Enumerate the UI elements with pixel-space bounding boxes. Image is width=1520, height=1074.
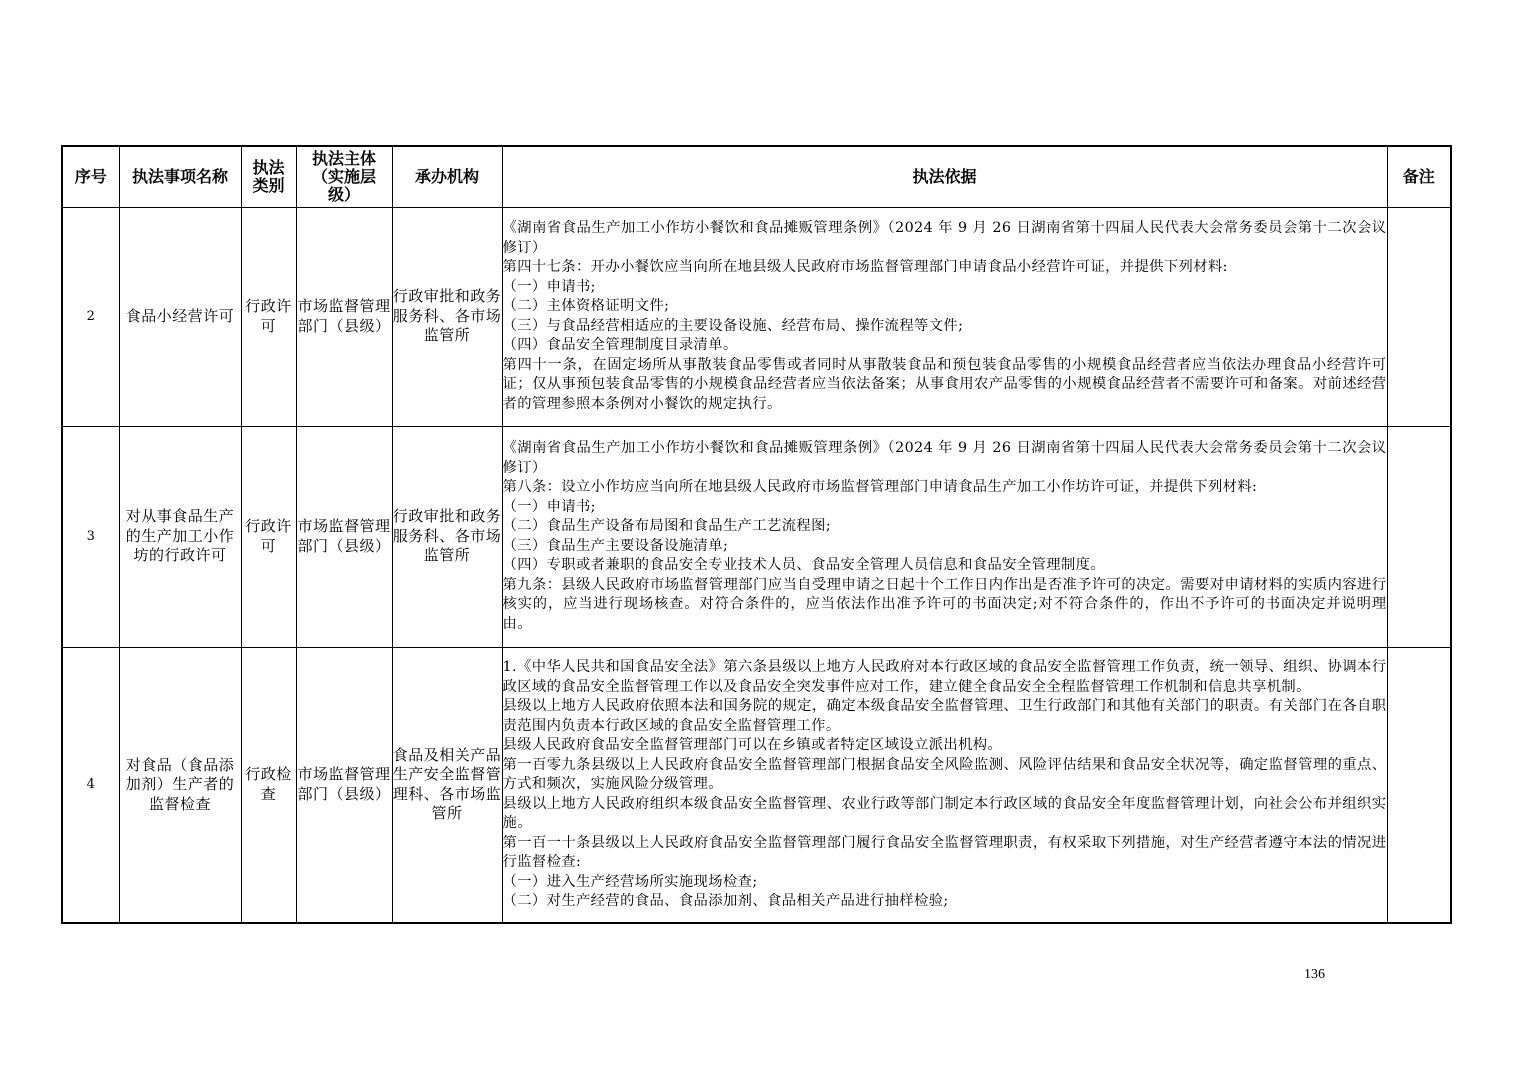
basis-paragraph: （四）专职或者兼职的食品安全专业技术人员、食品安全管理人员信息和食品安全管理制度。 bbox=[502, 557, 1106, 573]
basis-cell bbox=[502, 647, 1387, 923]
category-cell: 行政检查 bbox=[241, 647, 296, 923]
basis-paragraph: 第九条：县级人民政府市场监督管理部门应当自受理申请之日起十个工作日内作出是否准予许可的决定。需要对申请材料的实质内容进行核实的，应当进行现场核查。对符合条件的，应当依法作出准予许可的书面决定;对不符合条件的，作出不予许可的书面决定并说明理由。 bbox=[502, 576, 1387, 632]
agency-cell: 行政审批和政务服务科、各市场监管所 bbox=[392, 207, 502, 426]
basis-paragraph: 《湖南省食品生产加工小作坊小餐饮和食品摊贩管理条例》（2024 年 9 月 26 日湖南省第十四届人民代表大会常务委员会第十二次会议修订） bbox=[502, 220, 1387, 256]
basis-paragraph: （三）食品生产主要设备设施清单; bbox=[502, 537, 729, 554]
item-name-cell: 对从事食品生产的生产加工小作坊的行政许可 bbox=[119, 426, 241, 647]
header-category: 执法类别 bbox=[241, 146, 296, 207]
basis-cell bbox=[502, 426, 1387, 647]
basis-paragraph: 第一百一十条县级以上人民政府食品安全监督管理部门履行食品安全监督管理职责，有权采取下列措施，对生产经营者遵守本法的情况进行监督检查: bbox=[502, 834, 1387, 870]
basis-paragraph: （一）申请书; bbox=[502, 498, 596, 515]
basis-paragraph: 《湖南省食品生产加工小作坊小餐饮和食品摊贩管理条例》（2024 年 9 月 26 日湖南省第十四届人民代表大会常务委员会第十二次会议修订） bbox=[502, 440, 1387, 476]
remark-cell bbox=[1387, 207, 1451, 426]
item-name-cell: 对食品（食品添加剂）生产者的监督检查 bbox=[119, 647, 241, 923]
agency-cell: 行政审批和政务服务科、各市场监管所 bbox=[392, 426, 502, 647]
page-number: 136 bbox=[1304, 967, 1325, 982]
table-row bbox=[62, 426, 1451, 647]
basis-paragraph: （二）食品生产设备布局图和食品生产工艺流程图; bbox=[502, 518, 832, 534]
enforcement-table bbox=[61, 145, 1452, 924]
basis-paragraph: （二）对生产经营的食品、食品添加剂、食品相关产品进行抽样检验; bbox=[502, 893, 949, 909]
remark-cell bbox=[1387, 426, 1451, 647]
table-row bbox=[62, 647, 1451, 923]
basis-paragraph: 第四十一条，在固定场所从事散装食品零售或者同时从事散装食品和预包装食品零售的小规模食品经营者应当依法办理食品小经营许可证；仅从事预包装食品零售的小规模食品经营者应当依法备案；从事食用农产品零售的小规模食品经营者不需要许可和备案。对前述经营者的管理参照本条例对小餐饮的规定执行。 bbox=[502, 356, 1387, 412]
basis-paragraph: （一）申请书; bbox=[502, 278, 596, 295]
subject-cell: 市场监督管理部门（县级） bbox=[296, 647, 392, 923]
category-cell: 行政许可 bbox=[241, 207, 296, 426]
serial-cell: 2 bbox=[62, 207, 119, 426]
header-subject: 执法主体（实施层级） bbox=[296, 146, 392, 207]
serial-cell: 3 bbox=[62, 426, 119, 647]
basis-paragraph: 县级以上地方人民政府组织本级食品安全监督管理、农业行政等部门制定本行政区域的食品安全年度监督管理计划，向社会公布并组织实施。 bbox=[502, 795, 1387, 831]
item-name-cell: 食品小经营许可 bbox=[119, 207, 241, 426]
basis-paragraph: 第八条：设立小作坊应当向所在地县级人民政府市场监督管理部门申请食品生产加工小作坊许可证，并提供下列材料: bbox=[502, 479, 1258, 495]
basis-paragraph: （四）食品安全管理制度目录清单。 bbox=[502, 337, 738, 353]
serial-cell: 4 bbox=[62, 647, 119, 923]
basis-paragraph: （二）主体资格证明文件; bbox=[502, 298, 670, 314]
basis-paragraph: 1.《中华人民共和国食品安全法》第六条县级以上地方人民政府对本行政区域的食品安全监督管理工作负责，统一领导、组织、协调本行政区域的食品安全监督管理工作以及食品安全突发事件应对工作，建立健全食品安全全程监督管理工作机制和信息共享机制。 bbox=[502, 659, 1387, 695]
category-cell: 行政许可 bbox=[241, 426, 296, 647]
basis-paragraph: （一）进入生产经营场所实施现场检查; bbox=[502, 873, 758, 890]
header-remark: 备注 bbox=[1387, 146, 1451, 207]
subject-cell: 市场监督管理部门（县级） bbox=[296, 207, 392, 426]
header-row bbox=[62, 146, 1451, 207]
basis-paragraph: 第一百零九条县级以上人民政府食品安全监督管理部门根据食品安全风险监测、风险评估结果和食品安全状况等，确定监督管理的重点、方式和频次，实施风险分级管理。 bbox=[502, 756, 1387, 792]
agency-cell: 食品及相关产品生产安全监督管理科、各市场监管所 bbox=[392, 647, 502, 923]
basis-paragraph: 第四十七条：开办小餐饮应当向所在地县级人民政府市场监督管理部门申请食品小经营许可证，并提供下列材料: bbox=[502, 259, 1228, 275]
basis-cell bbox=[502, 207, 1387, 426]
header-item-name: 执法事项名称 bbox=[119, 146, 241, 207]
remark-cell bbox=[1387, 647, 1451, 923]
header-serial: 序号 bbox=[62, 146, 119, 207]
basis-paragraph: 县级以上地方人民政府依照本法和国务院的规定，确定本级食品安全监督管理、卫生行政部门和其他有关部门的职责。有关部门在各自职责范围内负责本行政区域的食品安全监督管理工作。 bbox=[502, 698, 1387, 734]
header-basis: 执法依据 bbox=[502, 146, 1387, 207]
basis-paragraph: （三）与食品经营相适应的主要设备设施、经营布局、操作流程等文件; bbox=[502, 317, 964, 334]
header-agency: 承办机构 bbox=[392, 146, 502, 207]
subject-cell: 市场监督管理部门（县级） bbox=[296, 426, 392, 647]
table-row bbox=[62, 207, 1451, 426]
basis-paragraph: 县级人民政府食品安全监督管理部门可以在乡镇或者特定区域设立派出机构。 bbox=[502, 737, 1003, 753]
